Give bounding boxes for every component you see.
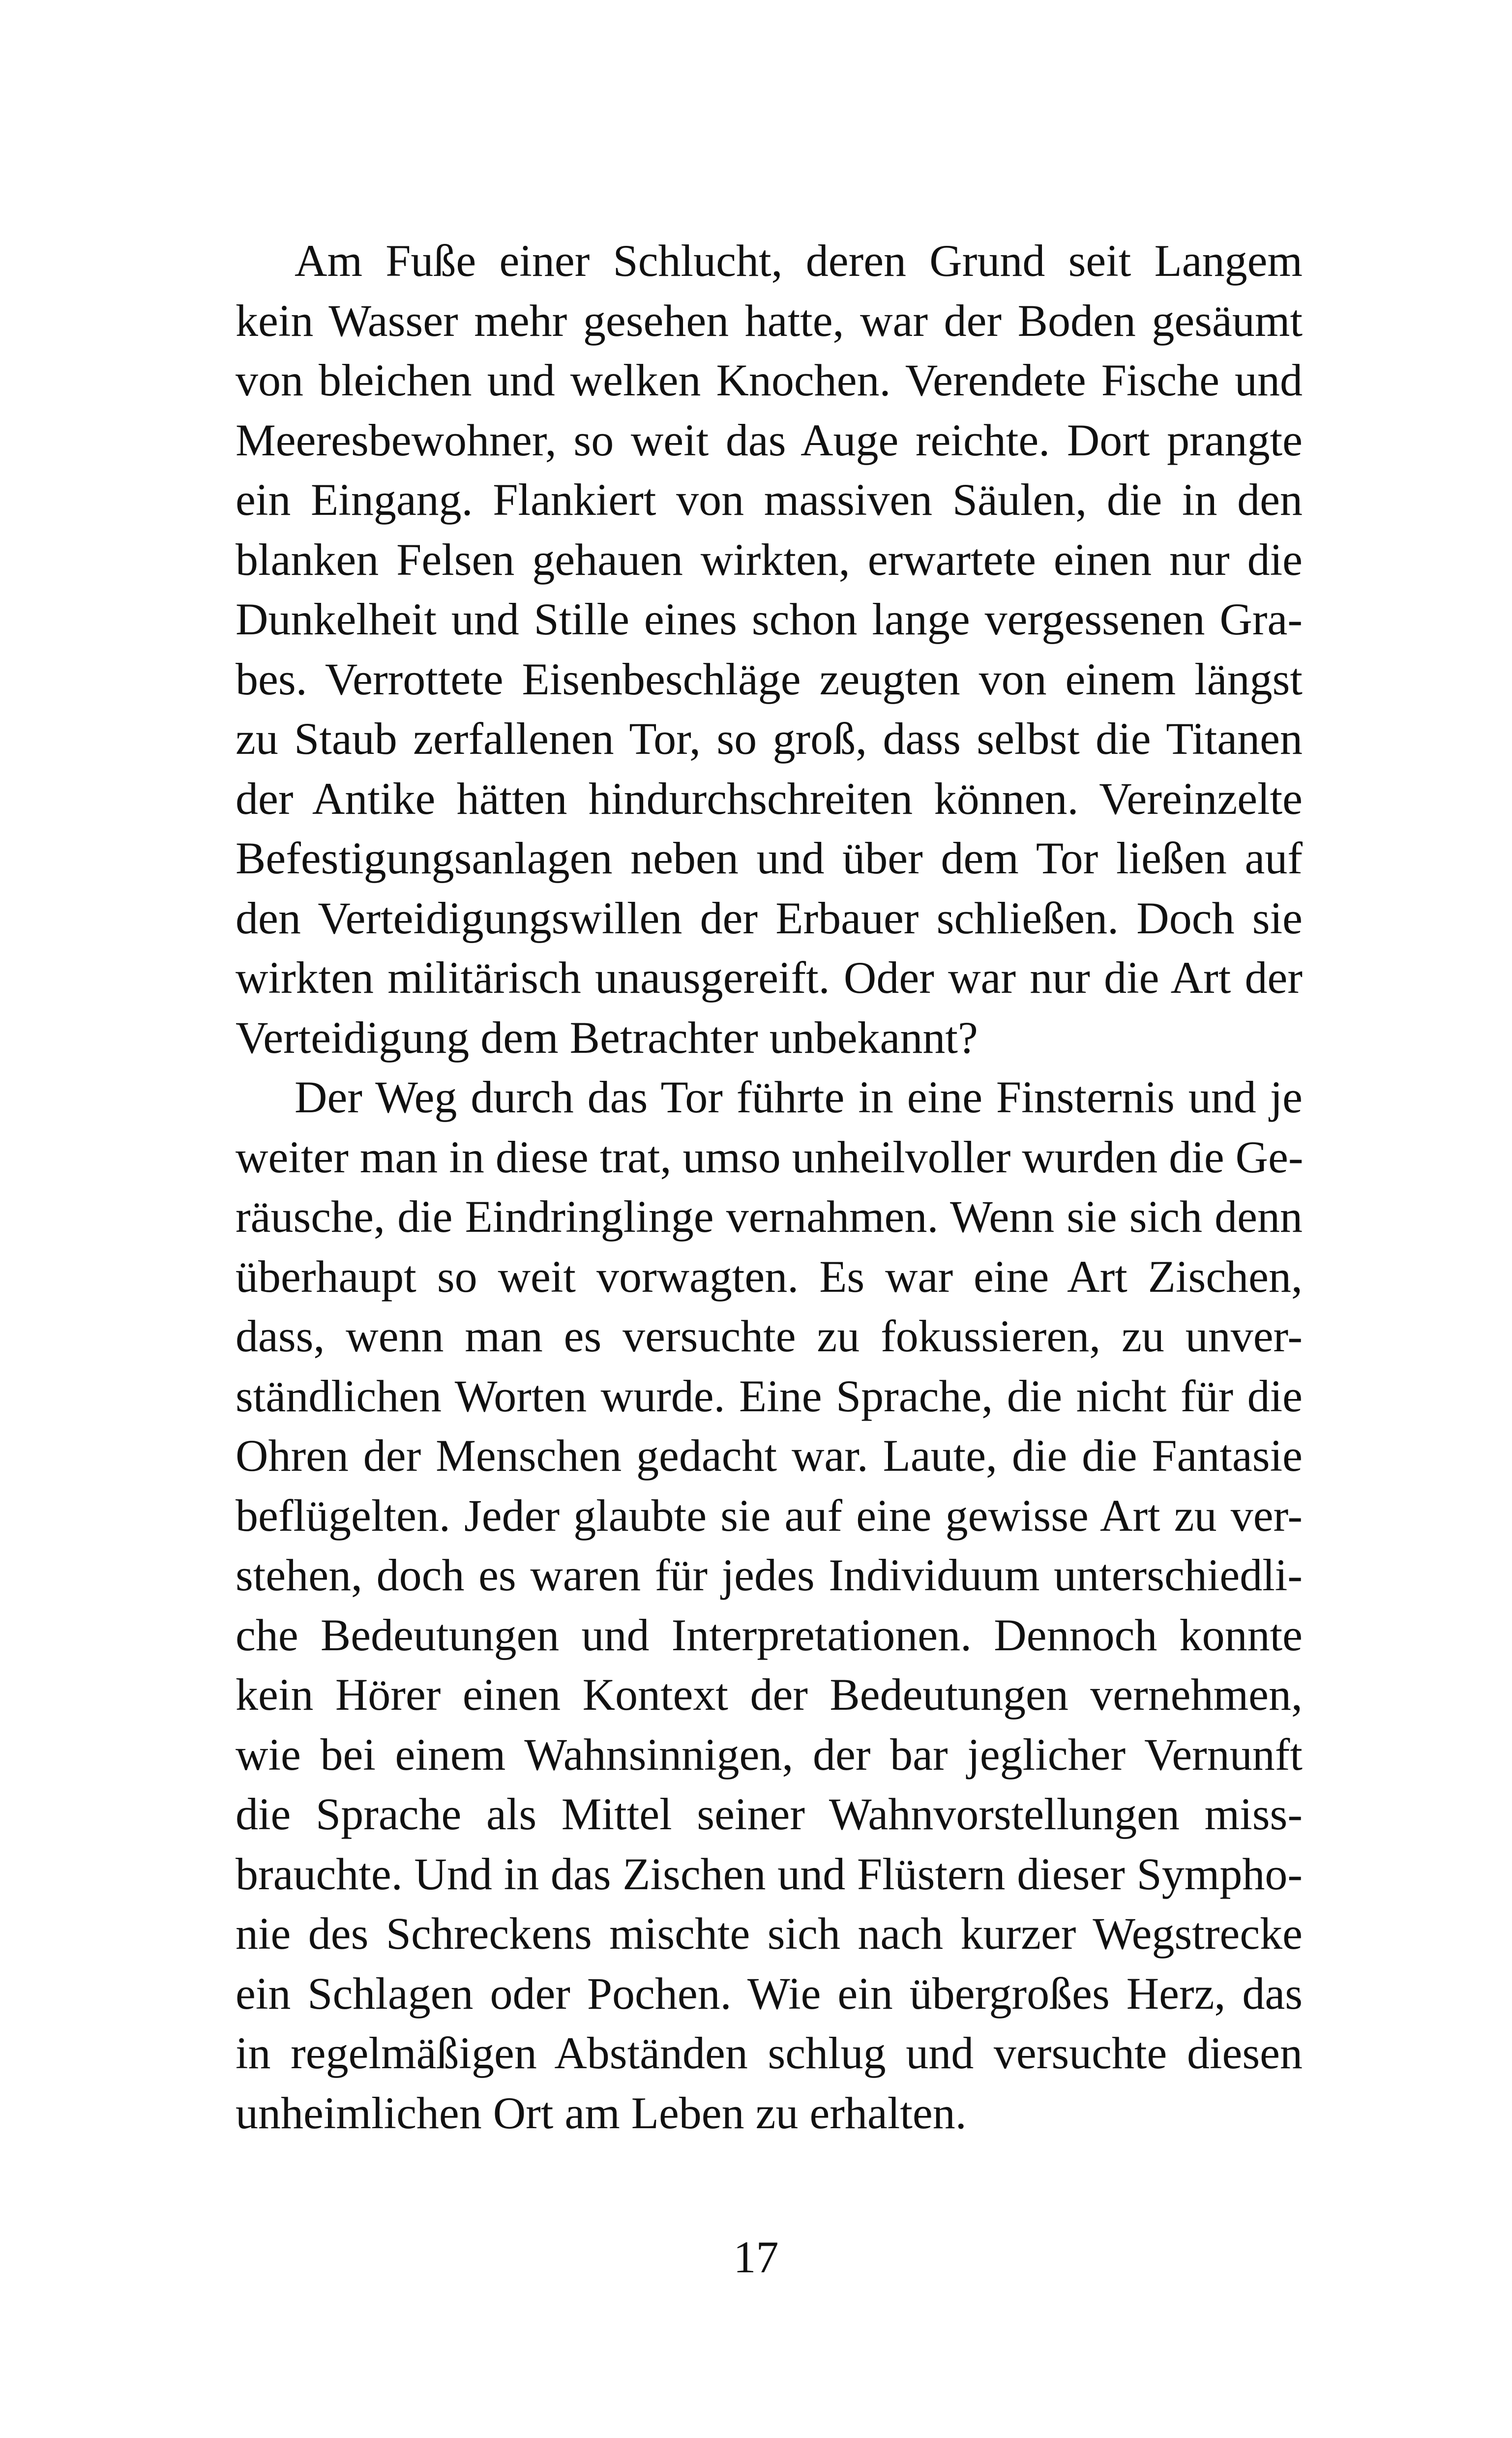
text-line: ein Schlagen oder Pochen. Wie ein übergroßes Herz, das bbox=[236, 1968, 1303, 2019]
text-line: kein Wasser mehr gesehen hatte, war der Boden gesäumt bbox=[236, 295, 1303, 346]
text-line: bes. Verrottete Eisenbeschläge zeugten von einem längst bbox=[236, 654, 1303, 704]
body-text bbox=[236, 231, 1303, 2143]
text-line: überhaupt so weit vorwagten. Es war eine Art Zischen, bbox=[236, 1251, 1303, 1302]
text-line: räusche, die Eindringlinge vernahmen. Wenn sie sich denn bbox=[236, 1191, 1303, 1242]
text-line: in regelmäßigen Abständen schlug und versuchte diesen bbox=[236, 2028, 1303, 2078]
text-line: beflügelten. Jeder glaubte sie auf eine gewisse Art zu ver- bbox=[236, 1490, 1303, 1541]
text-line: Befestigungsanlagen neben und über dem Tor ließen auf bbox=[236, 833, 1303, 883]
text-line: wie bei einem Wahnsinnigen, der bar jeglicher Vernunft bbox=[236, 1729, 1303, 1780]
text-line: zu Staub zerfallenen Tor, so groß, dass selbst die Titanen bbox=[236, 714, 1303, 764]
text-line: den Verteidigungswillen der Erbauer schließen. Doch sie bbox=[236, 892, 1303, 943]
page-number: 17 bbox=[733, 2232, 779, 2282]
text-line: brauchte. Und in das Zischen und Flüstern dieser Sympho- bbox=[236, 1848, 1303, 1899]
text-line: nie des Schreckens mischte sich nach kurzer Wegstrecke bbox=[236, 1908, 1303, 1959]
text-line: weiter man in diese trat, umso unheilvoller wurden die Ge- bbox=[236, 1131, 1304, 1182]
text-line: dass, wenn man es versuchte zu fokussieren, zu unver- bbox=[236, 1311, 1303, 1361]
text-line: von bleichen und welken Knochen. Verendete Fische und bbox=[236, 355, 1303, 405]
text-line: Meeresbewohner, so weit das Auge reichte. Dort prangte bbox=[236, 415, 1303, 465]
text-line: die Sprache als Mittel seiner Wahnvorstellungen miss- bbox=[236, 1789, 1303, 1839]
text-line: ständlichen Worten wurde. Eine Sprache, die nicht für die bbox=[236, 1370, 1303, 1421]
text-line: Ohren der Menschen gedacht war. Laute, die die Fantasie bbox=[236, 1430, 1303, 1481]
text-line: Am Fuße einer Schlucht, deren Grund seit Langem bbox=[295, 236, 1303, 286]
text-line: ein Eingang. Flankiert von massiven Säulen, die in den bbox=[236, 475, 1303, 525]
text-line: blanken Felsen gehauen wirkten, erwartete einen nur die bbox=[236, 534, 1303, 585]
text-line: Dunkelheit und Stille eines schon lange vergessenen Gra- bbox=[236, 594, 1303, 644]
text-line: stehen, doch es waren für jedes Individuum unterschiedli- bbox=[236, 1550, 1303, 1600]
paragraph-2 bbox=[236, 1068, 1303, 2143]
paragraph-1 bbox=[236, 231, 1303, 1068]
text-line: der Antike hätten hindurchschreiten können. Vereinzelte bbox=[236, 773, 1303, 824]
text-line: kein Hörer einen Kontext der Bedeutungen vernehmen, bbox=[236, 1669, 1303, 1720]
text-line: unheimlichen Ort am Leben zu erhalten. bbox=[236, 2087, 967, 2138]
text-line: wirkten militärisch unausgereift. Oder war nur die Art der bbox=[236, 952, 1303, 1003]
text-line: Der Weg durch das Tor führte in eine Finsternis und je bbox=[295, 1072, 1303, 1122]
text-line: Verteidigung dem Betrachter unbekannt? bbox=[236, 1012, 978, 1063]
text-line: che Bedeutungen und Interpretationen. Dennoch konnte bbox=[236, 1609, 1303, 1660]
